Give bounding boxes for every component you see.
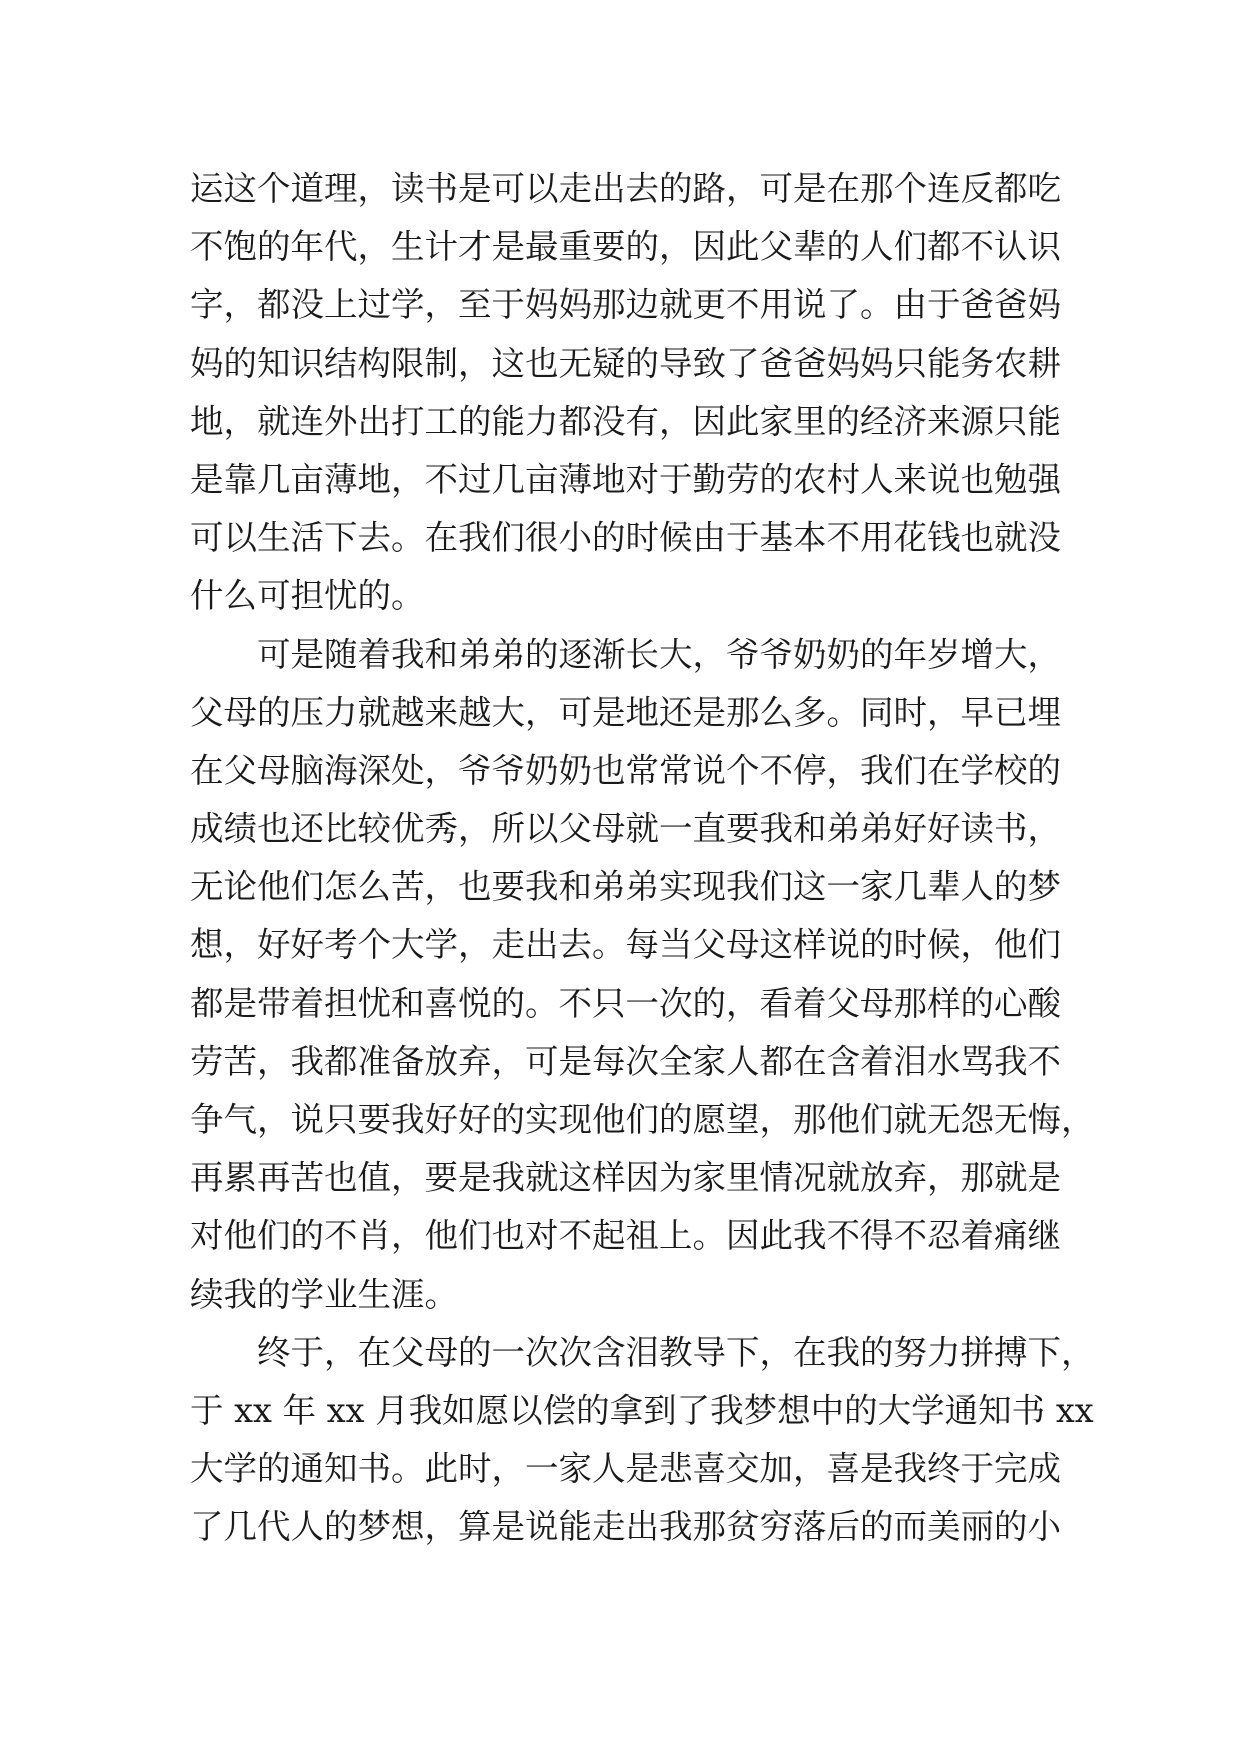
paragraph-1 (190, 160, 1061, 626)
text-line: 争气，说只要我好好的实现他们的愿望，那他们就无怨无悔， (190, 1100, 1095, 1139)
text-line: 再累再苦也值，要是我就这样因为家里情况就放弃，那就是 (190, 1158, 1061, 1198)
text-line: 于 xx 年 xx 月我如愿以偿的拿到了我梦想中的大学通知书 xx (190, 1390, 1094, 1430)
text-line: 大学的通知书。此时，一家人是悲喜交加，喜是我终于完成 (190, 1449, 1061, 1489)
text-line: 成绩也还比较优秀，所以父母就一直要我和弟弟好好读书， (190, 809, 1061, 849)
text-line: 妈的知识结构限制，这也无疑的导致了爸爸妈妈只能务农耕 (190, 343, 1061, 383)
paragraph-2 (190, 626, 1095, 1324)
text-line: 地，就连外出打工的能力都没有，因此家里的经济来源只能 (190, 401, 1061, 441)
text-line: 都是带着担忧和喜悦的。不只一次的，看着父母那样的心酸 (190, 983, 1061, 1023)
text-line: 对他们的不肖，他们也对不起祖上。因此我不得不忍着痛继 (190, 1216, 1061, 1256)
text-line: 在父母脑海深处，爷爷奶奶也常常说个不停，我们在学校的 (190, 750, 1061, 790)
text-line: 不饱的年代，生计才是最重要的，因此父辈的人们都不认识 (190, 227, 1061, 267)
body-text (190, 160, 1095, 1557)
text-line: 是靠几亩薄地，不过几亩薄地对于勤劳的农村人来说也勉强 (190, 459, 1061, 499)
text-line: 可是随着我和弟弟的逐渐长大，爷爷奶奶的年岁增大， (257, 634, 1061, 674)
text-line: 无论他们怎么苦，也要我和弟弟实现我们这一家几辈人的梦 (190, 867, 1061, 907)
text-line: 什么可担忧的。 (190, 576, 425, 616)
text-line: 字，都没上过学，至于妈妈那边就更不用说了。由于爸爸妈 (190, 285, 1061, 325)
text-line: 可以生活下去。在我们很小的时候由于基本不用花钱也就没 (190, 518, 1061, 558)
paragraph-3 (190, 1324, 1095, 1557)
text-line: 劳苦，我都准备放弃，可是每次全家人都在含着泪水骂我不 (190, 1041, 1061, 1081)
text-line: 运这个道理，读书是可以走出去的路，可是在那个连反都吃 (190, 169, 1061, 208)
text-line: 终于，在父母的一次次含泪教导下，在我的努力拼搏下， (257, 1332, 1095, 1372)
text-line: 想，好好考个大学，走出去。每当父母这样说的时候，他们 (190, 925, 1061, 965)
text-line: 了几代人的梦想，算是说能走出我那贫穷落后的而美丽的小 (190, 1507, 1061, 1547)
text-line: 父母的压力就越来越大，可是地还是那么多。同时，早已埋 (190, 692, 1061, 732)
text-line: 续我的学业生涯。 (190, 1274, 458, 1314)
